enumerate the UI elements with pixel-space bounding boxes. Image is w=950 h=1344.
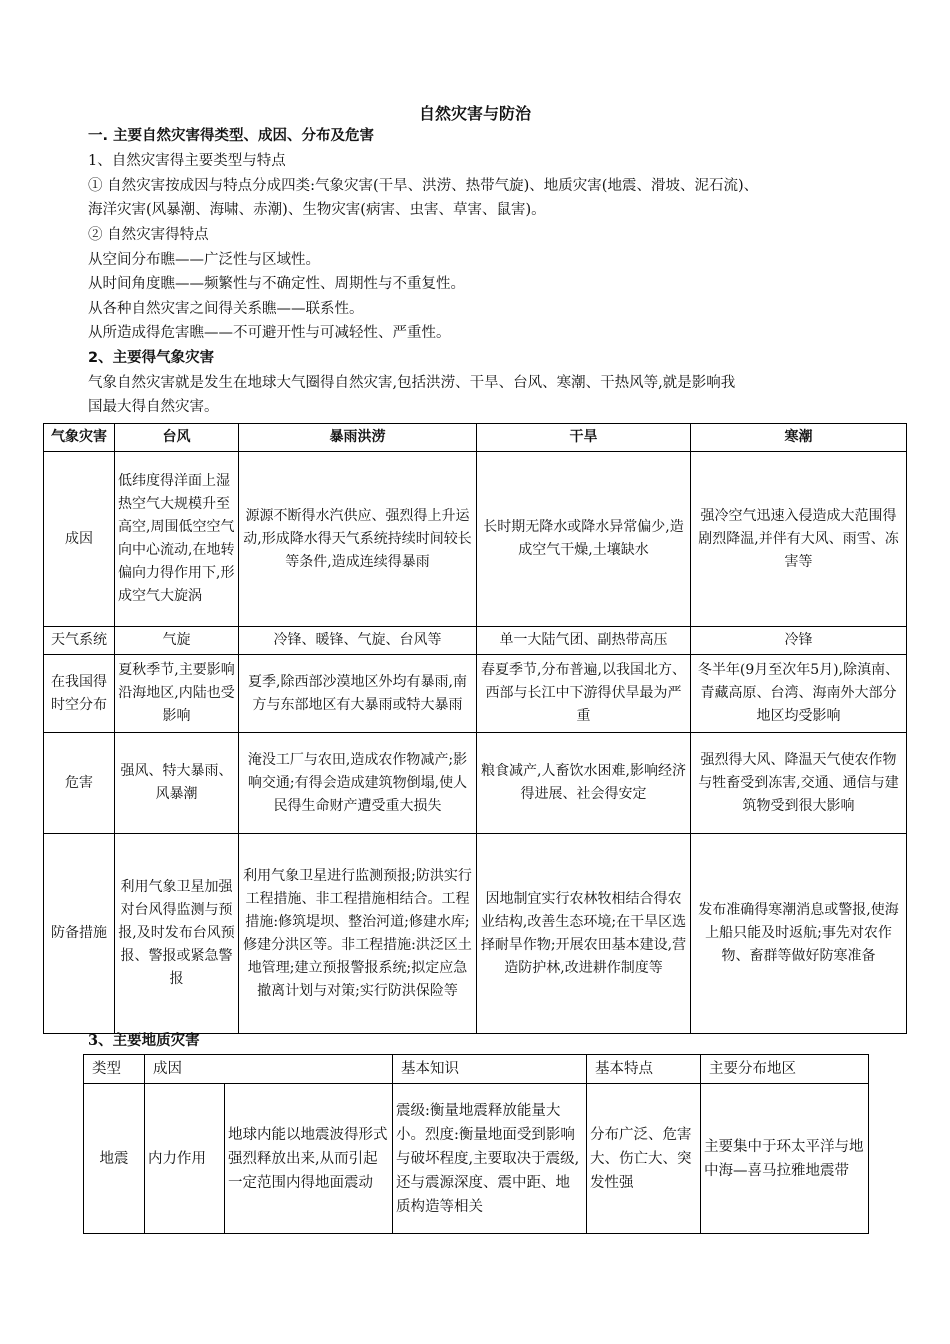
table-cell: 发布准确得寒潮消息或警报,使海上船只能及时返航;事先对农作物、畜群等做好防寒准备 (691, 834, 907, 1034)
table-header: 成因 (145, 1055, 393, 1084)
row-label: 在我国得时空分布 (44, 655, 115, 733)
table-header-row (84, 1055, 869, 1084)
feature-line: 从各种自然灾害之间得关系瞧——联系性。 (88, 301, 364, 317)
disaster-type: 地震 (84, 1084, 145, 1234)
section3-heading-text: 3、主要地质灾害 (88, 1032, 200, 1049)
table-header: 气象灾害 (44, 424, 115, 452)
paragraph-line: ② 自然灾害得特点 (88, 227, 209, 243)
table-header: 基本特点 (587, 1055, 701, 1084)
table-header: 主要分布地区 (701, 1055, 869, 1084)
paragraph-line: 海洋灾害(风暴潮、海啸、赤潮)、生物灾害(病害、虫害、草害、鼠害)。 (88, 202, 546, 218)
table-cell: 强风、特大暴雨、风暴潮 (115, 733, 239, 834)
feature-line: 从空间分布瞧——广泛性与区域性。 (88, 252, 320, 268)
basic-knowledge: 震级:衡量地震释放能量大小。烈度:衡量地面受到影响与破坏程度,主要取决于震级,还与震源深度、震中距、地质构造等相关 (393, 1084, 587, 1234)
feature-line: 从时间角度瞧——频繁性与不确定性、周期性与不重复性。 (88, 276, 465, 292)
table-row (44, 452, 907, 627)
table-cell: 冷锋、暖锋、气旋、台风等 (239, 627, 477, 655)
table-header-row (44, 424, 907, 452)
table-header: 类型 (84, 1055, 145, 1084)
table-cell: 长时期无降水或降水异常偏少,造成空气干燥,土壤缺水 (477, 452, 691, 627)
table-row (84, 1084, 869, 1234)
subheading-types: 1、自然灾害得主要类型与特点 (88, 153, 286, 169)
page-title: 自然灾害与防治 (418, 104, 531, 123)
table-cell: 低纬度得洋面上湿热空气大规模升至高空,周围低空空气向中心流动,在地转偏向力得作用下,形成空气大旋涡 (115, 452, 239, 627)
table-cell: 冷锋 (691, 627, 907, 655)
weather-disaster-table (43, 423, 907, 1034)
table-cell: 淹没工厂与农田,造成农作物减产;影响交通;有得会造成建筑物倒塌,使人民得生命财产遭受重大损失 (239, 733, 477, 834)
intro-line: 气象自然灾害就是发生在地球大气圈得自然灾害,包括洪涝、干旱、台风、寒潮、干热风等,就是影响我 (88, 375, 736, 391)
table-row (44, 733, 907, 834)
basic-features: 分布广泛、危害大、伤亡大、突发性强 (587, 1084, 701, 1234)
table-row (44, 627, 907, 655)
table-cell: 粮食减产,人畜饮水困难,影响经济得进展、社会得安定 (477, 733, 691, 834)
table-cell: 因地制宜实行农林牧相结合得农业结构,改善生态环境;在干旱区选择耐旱作物;开展农田基本建设,营造防护林,改进耕作制度等 (477, 834, 691, 1034)
table-header: 暴雨洪涝 (239, 424, 477, 452)
table-header: 干旱 (477, 424, 691, 452)
table-cell: 春夏季节,分布普遍,以我国北方、西部与长江中下游得伏旱最为严重 (477, 655, 691, 733)
subheading-weather: 2、主要得气象灾害 (88, 350, 215, 366)
row-label: 防备措施 (44, 834, 115, 1034)
table-cell: 源源不断得水汽供应、强烈得上升运动,形成降水得天气系统持续时间较长等条件,造成连续得暴雨 (239, 452, 477, 627)
table-row (44, 834, 907, 1034)
cause-kind: 内力作用 (145, 1084, 225, 1234)
row-label: 成因 (44, 452, 115, 627)
section1-heading: 一. 主要自然灾害得类型、成因、分布及危害 (88, 128, 375, 144)
distribution-area: 主要集中于环太平洋与地中海—喜马拉雅地震带 (701, 1084, 869, 1234)
intro-line: 国最大得自然灾害。 (88, 399, 219, 415)
table-cell: 单一大陆气团、副热带高压 (477, 627, 691, 655)
table-header: 基本知识 (393, 1055, 587, 1084)
table-cell: 强烈得大风、降温天气使农作物与牲畜受到冻害,交通、通信与建筑物受到很大影响 (691, 733, 907, 834)
geology-disaster-table (83, 1054, 869, 1234)
feature-line: 从所造成得危害瞧——不可避开性与可减轻性、严重性。 (88, 325, 451, 341)
table-header: 寒潮 (691, 424, 907, 452)
row-label: 天气系统 (44, 627, 115, 655)
table-row (44, 655, 907, 733)
table-cell: 利用气象卫星进行监测预报;防洪实行工程措施、非工程措施相结合。工程措施:修筑堤坝、整治河道;修建水库;修建分洪区等。非工程措施:洪泛区土地管理;建立预报警报系统;拟定应急撤离计划与对策;实行防洪保险等 (239, 834, 477, 1034)
table-cell: 气旋 (115, 627, 239, 655)
table-cell: 利用气象卫星加强对台风得监测与预报,及时发布台风预报、警报或紧急警报 (115, 834, 239, 1034)
table-cell: 冬半年(9月至次年5月),除滇南、青藏高原、台湾、海南外大部分地区均受影响 (691, 655, 907, 733)
table-cell: 夏季,除西部沙漠地区外均有暴雨,南方与东部地区有大暴雨或特大暴雨 (239, 655, 477, 733)
section3-heading (88, 1029, 200, 1053)
table-cell: 夏秋季节,主要影响沿海地区,内陆也受影响 (115, 655, 239, 733)
paragraph-line: ① 自然灾害按成因与特点分成四类:气象灾害(干旱、洪涝、热带气旋)、地质灾害(地震、滑坡、泥石流)、 (88, 178, 759, 194)
cause-description: 地球内能以地震波得形式强烈释放出来,从而引起一定范围内得地面震动 (225, 1084, 393, 1234)
row-label: 危害 (44, 733, 115, 834)
table-cell: 强冷空气迅速入侵造成大范围得剧烈降温,并伴有大风、雨雪、冻害等 (691, 452, 907, 627)
table-header: 台风 (115, 424, 239, 452)
